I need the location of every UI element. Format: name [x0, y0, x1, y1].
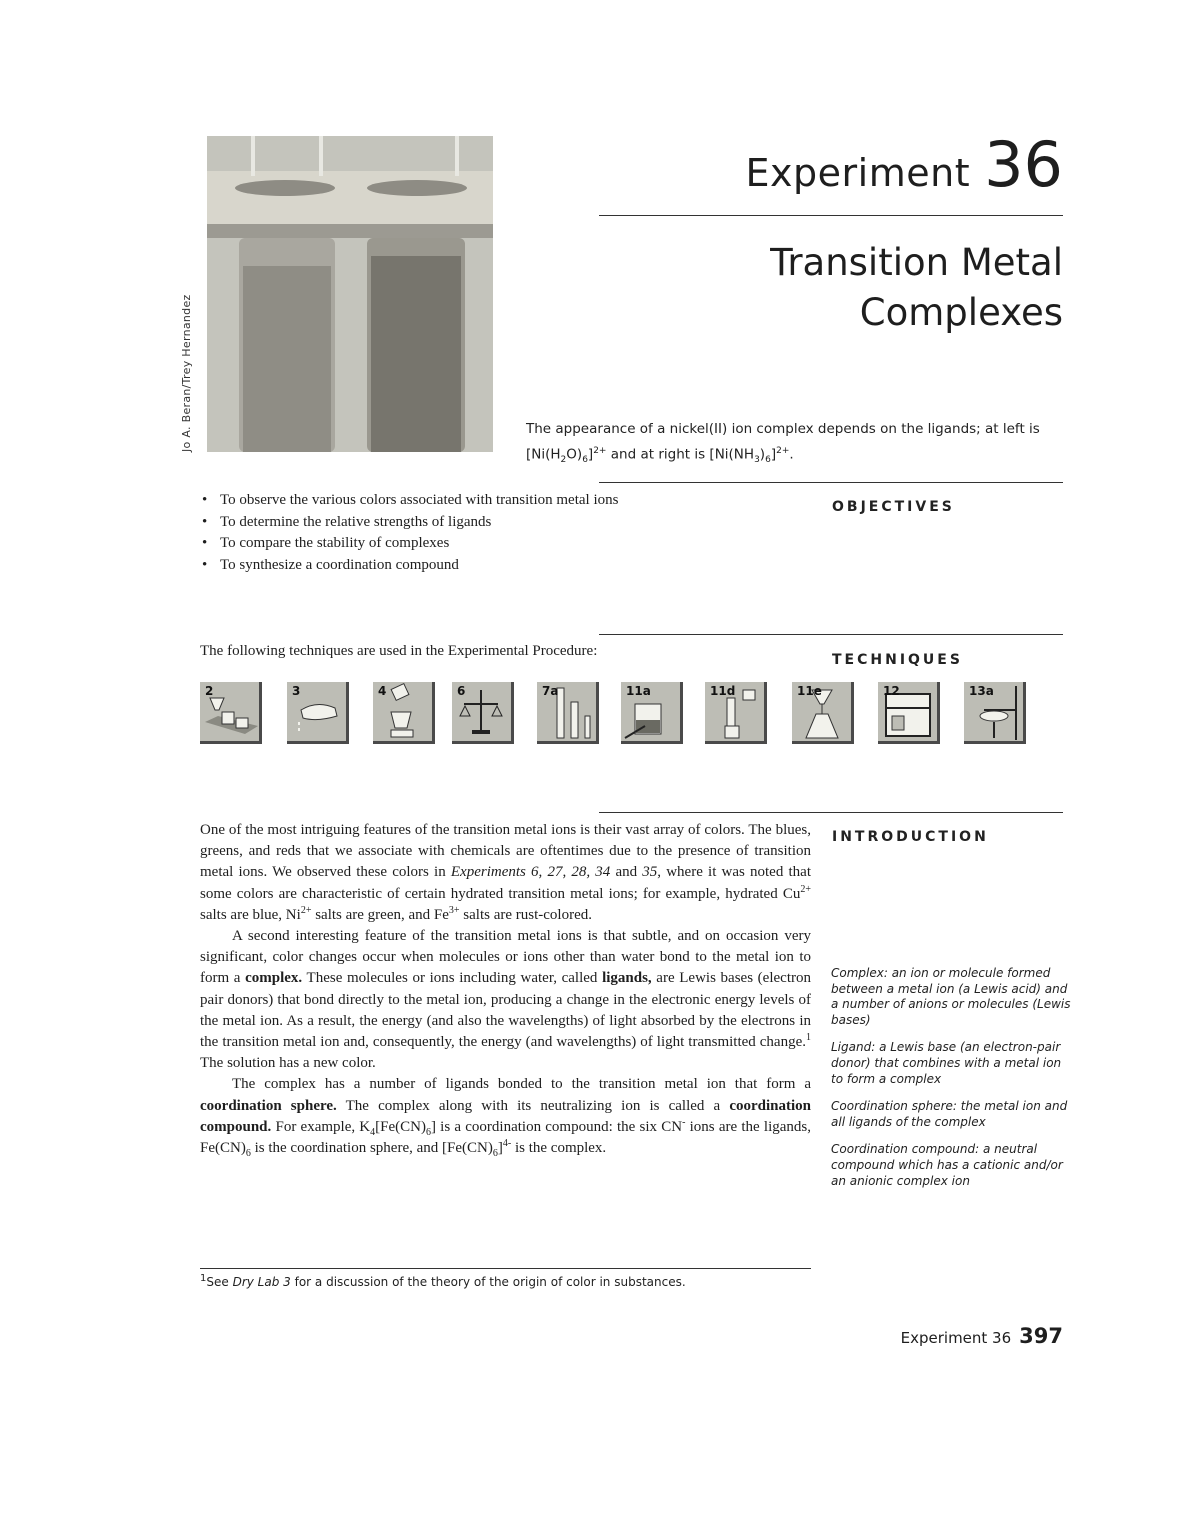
- intro-text: is the coordination sphere, and [Fe(CN): [250, 1140, 493, 1157]
- technique-label: 11e: [797, 684, 822, 698]
- margin-notes: [831, 966, 1071, 1201]
- caption-subscript: 6: [765, 455, 771, 466]
- footnote-rule: [200, 1268, 811, 1269]
- technique-label: 11a: [626, 684, 651, 698]
- intro-text: salts are rust-colored.: [459, 906, 592, 923]
- objectives-rule: [599, 482, 1063, 483]
- photo-caption: [526, 418, 1066, 471]
- techniques-label: TECHNIQUES: [832, 652, 963, 668]
- intro-text: ] is a coordination compound: the six CN: [430, 1118, 683, 1135]
- intro-text: is the complex.: [511, 1140, 607, 1157]
- caption-text: The appearance of a nickel(II) ion complex depends on the ligands; at left is: [526, 421, 1040, 437]
- ion-charge: 2+: [300, 904, 312, 916]
- title-line-2: Complexes: [859, 291, 1063, 334]
- technique-label: 12: [883, 684, 900, 698]
- technique-icon-6[interactable]: [452, 682, 514, 744]
- footnote: [200, 1273, 686, 1289]
- ion-charge: 4-: [502, 1138, 512, 1150]
- technique-label: 4: [378, 684, 387, 698]
- footnote-reference: Dry Lab 3: [232, 1275, 291, 1289]
- objective-item: • To observe the various colors associated with transition metal ions: [202, 490, 618, 512]
- intro-text: The complex has a number of ligands bonded to the transition metal ion that form a: [232, 1076, 811, 1093]
- formula-subscript: 4: [370, 1126, 376, 1138]
- page-footer: [901, 1324, 1063, 1348]
- ion-charge: -: [682, 1116, 686, 1128]
- footnote-mark: 1: [806, 1032, 811, 1044]
- title-rule: [599, 215, 1063, 216]
- page-number: 397: [1019, 1324, 1063, 1348]
- caption-formula: ]: [770, 446, 777, 463]
- footnote-text: See: [206, 1275, 233, 1289]
- introduction-text: [200, 820, 811, 1159]
- term-ligands: ligands,: [602, 970, 652, 987]
- intro-text: The complex along with its neutralizing ion is called a: [336, 1097, 730, 1114]
- technique-label: 6: [457, 684, 466, 698]
- technique-icon-12[interactable]: [878, 682, 940, 744]
- intro-text: One of the most intriguing features of the transition metal ions is their vast array of colors. The blues, greens, and reds that we associate with chemicals are oftentimes due to the presence of transition metal ions. We observed these colors in: [200, 822, 811, 881]
- caption-formula: O): [566, 446, 583, 463]
- objectives-label: OBJECTIVES: [832, 499, 955, 515]
- intro-text: , where it was noted that some colors are characteristic of certain hydrated transition metal ions; for example, hydrated Cu: [200, 864, 812, 902]
- footer-title: Experiment 36: [900, 1329, 1012, 1347]
- ion-charge: 2+: [800, 883, 811, 895]
- margin-note-coordination-compound: Coordination compound: a neutral compound which has a cationic and/or an anionic complex ion: [831, 1142, 1063, 1188]
- intro-text: ions are the ligands, Fe(CN): [200, 1118, 811, 1157]
- intro-text: salts are green, and Fe: [311, 906, 449, 923]
- caption-subscript: 2: [560, 455, 567, 466]
- introduction-label: INTRODUCTION: [832, 829, 989, 845]
- technique-icon-11e[interactable]: [792, 682, 854, 744]
- margin-note-coordination-sphere: Coordination sphere: the metal ion and all ligands of the complex: [831, 1099, 1068, 1129]
- caption-text: .: [789, 446, 794, 463]
- caption-formula: ]: [587, 446, 594, 463]
- intro-text: A second interesting feature of the transition metal ions is that subtle, and on occasion very significant, color changes occur when molecules or ions other than water bond to the metal ion to form a: [200, 928, 811, 987]
- term-coordination-compound: coordination compound.: [200, 1097, 811, 1135]
- technique-icons: [200, 682, 1030, 748]
- caption-charge: 2+: [776, 446, 790, 456]
- technique-icon-11a[interactable]: [621, 682, 683, 744]
- caption-formula: [Ni(NH: [709, 446, 755, 463]
- title-line-1: Transition Metal: [770, 241, 1063, 284]
- technique-icon-2[interactable]: [200, 682, 262, 744]
- technique-label: 11d: [710, 684, 736, 698]
- caption-formula: ): [759, 446, 766, 463]
- intro-paragraph-2: [200, 926, 811, 1074]
- caption-charge: 2+: [593, 446, 607, 456]
- objectives-list: [202, 490, 618, 576]
- experiment-heading: [746, 128, 1063, 201]
- intro-text: salts are blue, Ni: [200, 906, 301, 923]
- formula-subscript: 6: [425, 1126, 431, 1138]
- intro-text: These molecules or ions including water, called: [302, 970, 603, 987]
- techniques-intro: The following techniques are used in the Experimental Procedure:: [200, 643, 598, 659]
- technique-icon-7a[interactable]: [537, 682, 599, 744]
- caption-text: and at right is: [606, 446, 710, 463]
- experiments-reference: Experiments 6, 27, 28, 34: [450, 864, 611, 881]
- intro-paragraph-3: [200, 1074, 811, 1159]
- objective-item: • To compare the stability of complexes: [202, 533, 618, 555]
- formula-subscript: 6: [492, 1148, 498, 1160]
- intro-text: are Lewis bases (electron pair donors) that bond directly to the metal ion, producing a change in the electronic energy levels of the metal ion. As a result, the energy (and also the wavelengths) of light absorbed by the electrons in the transition metal ion and, consequently, the energy (and wavelengths) of light transmitted change.: [200, 970, 811, 1051]
- margin-note-ligand: Ligand: a Lewis base (an electron-pair donor) that combines with a metal ion to form a complex: [831, 1040, 1062, 1086]
- techniques-rule: [599, 634, 1063, 635]
- technique-icon-3[interactable]: [287, 682, 349, 744]
- intro-text: For example, K: [271, 1118, 371, 1135]
- term-coordination-sphere: coordination sphere.: [200, 1097, 337, 1114]
- formula-subscript: 6: [245, 1148, 251, 1160]
- technique-label: 2: [205, 684, 214, 698]
- footnote-mark: 1: [200, 1273, 207, 1284]
- objective-item: • To synthesize a coordination compound: [202, 555, 618, 577]
- technique-icon-13a[interactable]: [964, 682, 1026, 744]
- technique-label: 3: [292, 684, 301, 698]
- technique-label: 7a: [542, 684, 559, 698]
- test-tubes-photo: [207, 136, 493, 452]
- photo-credit: Jo A. Beran/Trey Hernandez: [180, 294, 193, 452]
- experiment-word: Experiment: [745, 151, 971, 195]
- ion-charge: 3+: [448, 904, 460, 916]
- technique-icon-11d[interactable]: [705, 682, 767, 744]
- technique-icon-4[interactable]: [373, 682, 435, 744]
- intro-text: [Fe(CN): [375, 1118, 426, 1135]
- intro-paragraph-1: [200, 820, 811, 926]
- term-complex: complex.: [245, 970, 303, 987]
- experiment-number: 36: [984, 128, 1063, 201]
- caption-formula: [Ni(H: [526, 446, 561, 463]
- page-title: [770, 238, 1063, 338]
- margin-note-complex: Complex: an ion or molecule formed between a metal ion (a Lewis acid) and a number of anions or molecules (Lewis bases): [831, 966, 1071, 1027]
- footnote-text: for a discussion of the theory of the origin of color in substances.: [290, 1275, 686, 1289]
- experiments-reference: 35: [642, 864, 658, 881]
- technique-label: 13a: [969, 684, 994, 698]
- intro-text: and: [610, 864, 643, 881]
- caption-subscript: 6: [582, 455, 588, 466]
- introduction-rule: [599, 812, 1063, 813]
- caption-subscript: 3: [754, 455, 760, 466]
- objective-item: • To determine the relative strengths of ligands: [202, 512, 618, 534]
- intro-text: The solution has a new color.: [200, 1055, 376, 1072]
- intro-text: ]: [497, 1140, 503, 1157]
